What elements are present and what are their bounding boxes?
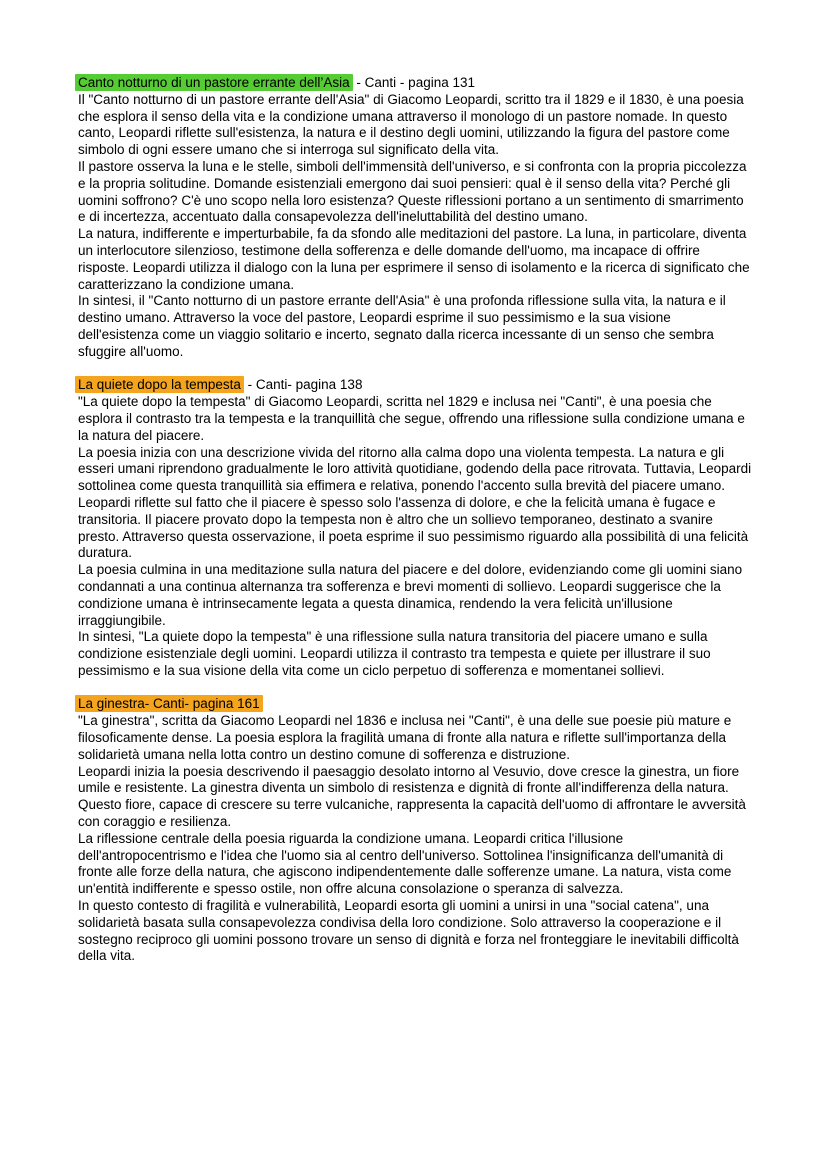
- heading-suffix: - Canti - pagina 131: [352, 75, 475, 90]
- paragraph: "La ginestra", scritta da Giacomo Leopardi nel 1836 e inclusa nei "Canti", è una delle sue poesie più mature e filosoficamente dense. La poesia esplora la fragilità umana di fronte alla natura e riflette sull'importanza della solidarietà umana nella lotta contro un destino comune di sofferenza e distruzione.: [78, 713, 732, 762]
- section-la-ginestra: [78, 696, 752, 965]
- paragraph: Leopardi riflette sul fatto che il piacere è spesso solo l'assenza di dolore, e che la felicità umana è fugace e transitoria. Il piacere provato dopo la tempesta non è altro che un sollievo temporaneo, destinato a svanire presto. Attraverso questa osservazione, il poeta esprime il suo pessimismo riguardo alla possibilità di una felicità duratura.: [78, 494, 749, 561]
- highlighted-title: La quiete dopo la tempesta: [75, 376, 244, 393]
- paragraph: Leopardi inizia la poesia descrivendo il paesaggio desolato intorno al Vesuvio, dove cresce la ginestra, un fiore umile e resistente. La ginestra diventa un simbolo di resistenza e dignità di fronte all'indifferenza della natura. Questo fiore, capace di crescere su terre vulcaniche, rappresenta la capacità dell'uomo di affrontare le avversità con coraggio e resilienza.: [78, 763, 746, 830]
- highlighted-title: La ginestra- Canti- pagina 161: [75, 695, 263, 712]
- paragraph: La natura, indifferente e imperturbabile, fa da sfondo alle meditazioni del pastore. La luna, in particolare, diventa un interlocutore silenzioso, testimone della sofferenza e delle domande dell'uomo, ma incapace di offrire risposte. Leopardi utilizza il dialogo con la luna per esprimere il senso di isolamento e la ricerca di significato che caratterizzano la condizione umana.: [78, 226, 750, 292]
- section-heading: [78, 377, 752, 394]
- paragraph: La poesia culmina in una meditazione sulla natura del piacere e del dolore, evidenziando come gli uomini siano condannati a una continua alternanza tra sofferenza e brevi momenti di sollievo. Leopardi suggerisce che la condizione umana è intrinsecamente legata a questa dinamica, rendendo la vera felicità un'illusione irraggiungibile.: [78, 562, 743, 628]
- section-canto-notturno: [78, 75, 752, 361]
- highlighted-title: Canto notturno di un pastore errante dell’Asia: [75, 74, 353, 91]
- paragraph: La riflessione centrale della poesia riguarda la condizione umana. Leopardi critica l'illusione dell'antropocentrismo e l'idea che l'uomo sia al centro dell'universo. Sottolinea l'insignificanza dell'umanità di fronte alle forze della natura, che agiscono indipendentemente dalle sofferenze umane. La natura, vista come un'entità indifferente e spesso ostile, non offre alcuna consolazione o speranza di salvezza.: [78, 830, 732, 897]
- section-heading: [78, 696, 752, 713]
- paragraph: Il "Canto notturno di un pastore errante dell'Asia" di Giacomo Leopardi, scritto tra il 1829 e il 1830, è una poesia che esplora il senso della vita e la condizione umana attraverso il monologo di un pastore nomade. In questo canto, Leopardi riflette sull'esistenza, la natura e il destino degli uomini, utilizzando la figura del pastore come simbolo di ogni essere umano che si interroga sul significato della vita.: [78, 91, 744, 158]
- paragraph: "La quiete dopo la tempesta" di Giacomo Leopardi, scritta nel 1829 e inclusa nei "Canti", è una poesia che esplora il contrasto tra la tempesta e la tranquillità che segue, offrendo una riflessione sulla condizione umana e la natura del piacere.: [78, 394, 745, 443]
- paragraph: In questo contesto di fragilità e vulnerabilità, Leopardi esorta gli uomini a unirsi in una "social catena", una solidarietà basata sulla consapevolezza condivisa della loro condizione. Solo attraverso la cooperazione e il sostegno reciproco gli uomini possono trovare un senso di dignità e forza nel fronteggiare le inevitabili difficoltà della vita.: [78, 898, 739, 964]
- paragraph: La poesia inizia con una descrizione vivida del ritorno alla calma dopo una violenta tempesta. La natura e gli esseri umani riprendono gradualmente le loro attività quotidiane, godendo della pace ritrovata. Tuttavia, Leopardi sottolinea come questa tranquillità sia effimera e relativa, ponendo l'accento sulla brevità del piacere umano.: [78, 444, 752, 494]
- section-quiete-dopo-tempesta: [78, 377, 752, 679]
- heading-suffix: - Canti- pagina 138: [243, 377, 363, 393]
- section-heading: [78, 75, 752, 92]
- paragraph: In sintesi, il "Canto notturno di un pastore errante dell'Asia" è una profonda riflessione sulla vita, la natura e il destino umano. Attraverso la voce del pastore, Leopardi esprime il suo pessimismo e la sua visione dell'esistenza come un viaggio solitario e incerto, segnato dalla ricerca incessante di un senso che sembra sfuggire all'uomo.: [78, 293, 726, 359]
- paragraph: Il pastore osserva la luna e le stelle, simboli dell'immensità dell'universo, e si confronta con la propria piccolezza e la propria solitudine. Domande esistenziali emergono dai suoi pensieri: qual è il senso della vita? Perché gli uomini soffrono? C'è uno scopo nella loro esistenza? Queste riflessioni portano a un sentimento di smarrimento e di incertezza, accentuato dalla consapevolezza dell'ineluttabilità del destino umano.: [78, 158, 747, 225]
- paragraph: In sintesi, "La quiete dopo la tempesta" è una riflessione sulla natura transitoria del piacere umano e sulla condizione esistenziale degli uomini. Leopardi utilizza il contrasto tra tempesta e quiete per illustrare il suo pessimismo e la sua visione della vita come un ciclo perpetuo di sofferenza e momentanei sollievi.: [78, 629, 711, 678]
